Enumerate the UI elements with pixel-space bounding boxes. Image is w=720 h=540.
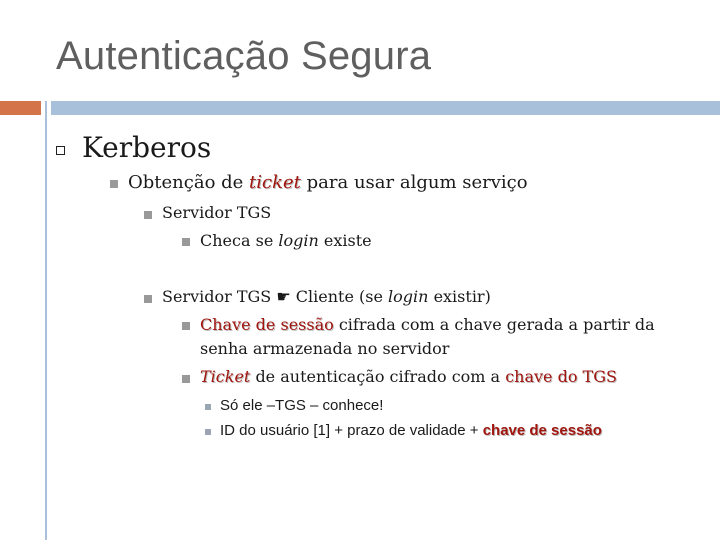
id-usuario-text: ID do usuário [1] + prazo de validade + [220, 422, 479, 439]
obtencao-text: Obtenção de [128, 172, 244, 193]
cifrada-text: cifrada com a chave gerada a partir da [338, 315, 655, 334]
square-bullet-icon [182, 375, 190, 383]
square-bullet-icon [182, 238, 190, 246]
accent-vertical-line [45, 101, 47, 540]
slide-title: Autenticação Segura [56, 34, 432, 78]
bullet-servidor-cliente [162, 287, 491, 306]
existir-text: existir) [433, 287, 491, 306]
hollow-square-bullet-icon [56, 146, 65, 155]
bullet-chave-sessao-cont: senha armazenada no servidor [200, 339, 450, 358]
ticket-highlight: ticket [249, 172, 301, 193]
small-square-bullet-icon [205, 429, 211, 435]
bullet-obtencao-ticket [128, 172, 528, 193]
square-bullet-icon [110, 180, 118, 188]
bullet-kerberos: Kerberos [82, 131, 212, 164]
login-italic: login [278, 231, 319, 250]
accent-bar-blue [51, 101, 720, 115]
bullet-ticket-autenticacao [200, 367, 617, 386]
bullet-so-ele: Só ele –TGS – conhece! [220, 397, 384, 414]
accent-bar-orange [0, 101, 41, 115]
bullet-servidor-tgs: Servidor TGS [162, 203, 272, 222]
pointing-hand-icon: ☛ [276, 287, 291, 306]
small-square-bullet-icon [205, 404, 211, 410]
chave-sessao-highlight: chave de sessão [482, 422, 602, 439]
square-bullet-icon [182, 322, 190, 330]
ticket-highlight: Ticket [200, 367, 251, 386]
square-bullet-icon [144, 295, 152, 303]
chave-sessao-highlight: Chave de sessão [200, 315, 334, 334]
bullet-chave-sessao [200, 315, 655, 334]
checa-text: Checa se [200, 231, 274, 250]
para-usar-text: para usar algum serviço [306, 172, 528, 193]
bullet-id-usuario [220, 422, 602, 439]
cliente-text: Cliente (se [295, 287, 383, 306]
bullet-checa-login [200, 231, 372, 250]
square-bullet-icon [144, 211, 152, 219]
servidor-tgs-text: Servidor TGS [162, 287, 272, 306]
existe-text: existe [323, 231, 372, 250]
chave-tgs-highlight: chave do TGS [505, 367, 617, 386]
autenticacao-text: de autenticação cifrado com a [255, 367, 501, 386]
login-italic: login [388, 287, 429, 306]
